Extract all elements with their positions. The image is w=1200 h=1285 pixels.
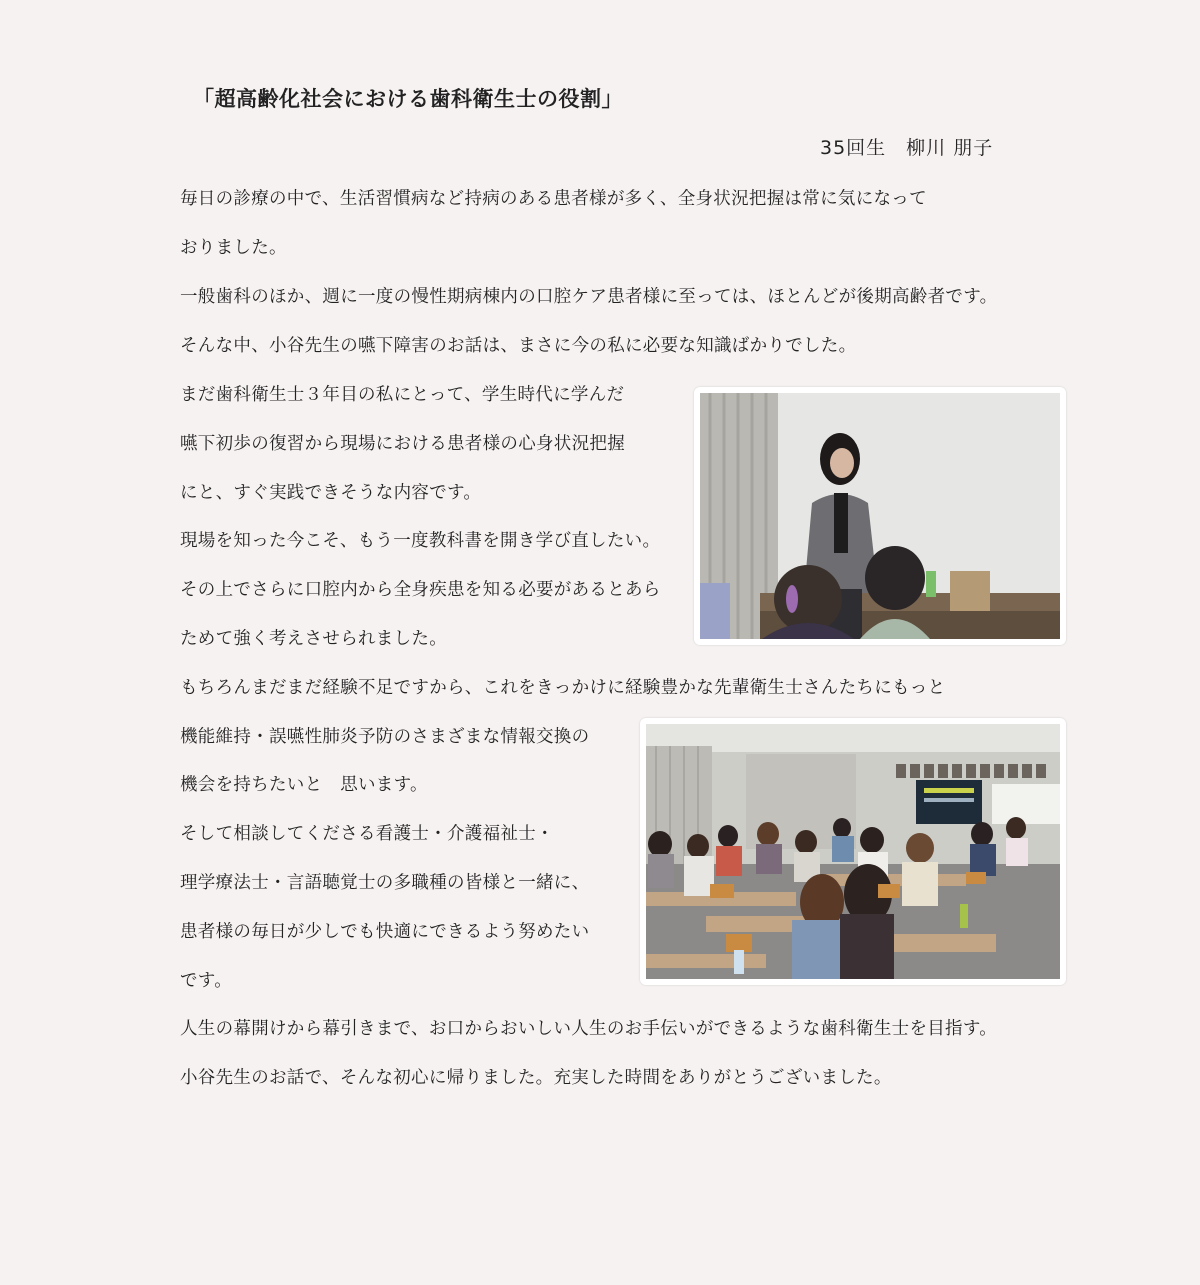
text-line: にと、すぐ実践できそうな内容です。: [180, 483, 482, 503]
text-line: 一般歯科のほか、週に一度の慢性期病棟内の口腔ケア患者様に至っては、ほとんどが後期高齢者です。: [180, 287, 998, 307]
text-line: そして相談してくださる看護士・介護福祉士・: [180, 824, 554, 844]
lecture-speaker-photo: [694, 387, 1066, 645]
text-line: 毎日の診療の中で、生活習慣病など持病のある患者様が多く、全身状況把握は常に気になって: [180, 189, 927, 209]
text-line: 理学療法士・言語聴覚士の多職種の皆様と一緒に、: [180, 873, 590, 893]
text-line: 小谷先生のお話で、そんな初心に帰りました。充実した時間をありがとうございました。: [180, 1068, 892, 1088]
text-line: その上でさらに口腔内から全身疾患を知る必要があるとあら: [180, 580, 661, 600]
text-line: 嚥下初歩の復習から現場における患者様の心身状況把握: [180, 434, 625, 454]
text-line: 患者様の毎日が少しでも快適にできるよう努めたい: [180, 922, 590, 942]
seminar-room-photo: [640, 718, 1066, 985]
text-line: そんな中、小谷先生の嚥下障害のお話は、まさに今の私に必要な知識ばかりでした。: [180, 336, 857, 356]
text-line: まだ歯科衛生士３年目の私にとって、学生時代に学んだ: [180, 385, 625, 405]
author-name: 35回生 柳川 朋子: [820, 137, 994, 159]
text-line: 人生の幕開けから幕引きまで、お口からおいしい人生のお手伝いができるような歯科衛生士を目指す。: [180, 1019, 998, 1039]
text-line: です。: [180, 971, 232, 991]
text-line: 機会を持ちたいと 思います。: [180, 775, 428, 795]
text-line: おりました。: [180, 238, 287, 258]
text-line: もちろんまだまだ経験不足ですから、これをきっかけに経験豊かな先輩衛生士さんたちにもっと: [180, 678, 946, 698]
text-line: 機能維持・誤嚥性肺炎予防のさまざまな情報交換の: [180, 727, 590, 747]
text-line: ためて強く考えさせられました。: [180, 629, 447, 649]
article-title: 「超高齢化社会における歯科衛生士の役割」: [193, 87, 623, 111]
text-line: 現場を知った今こそ、もう一度教科書を開き学び直したい。: [180, 531, 661, 551]
